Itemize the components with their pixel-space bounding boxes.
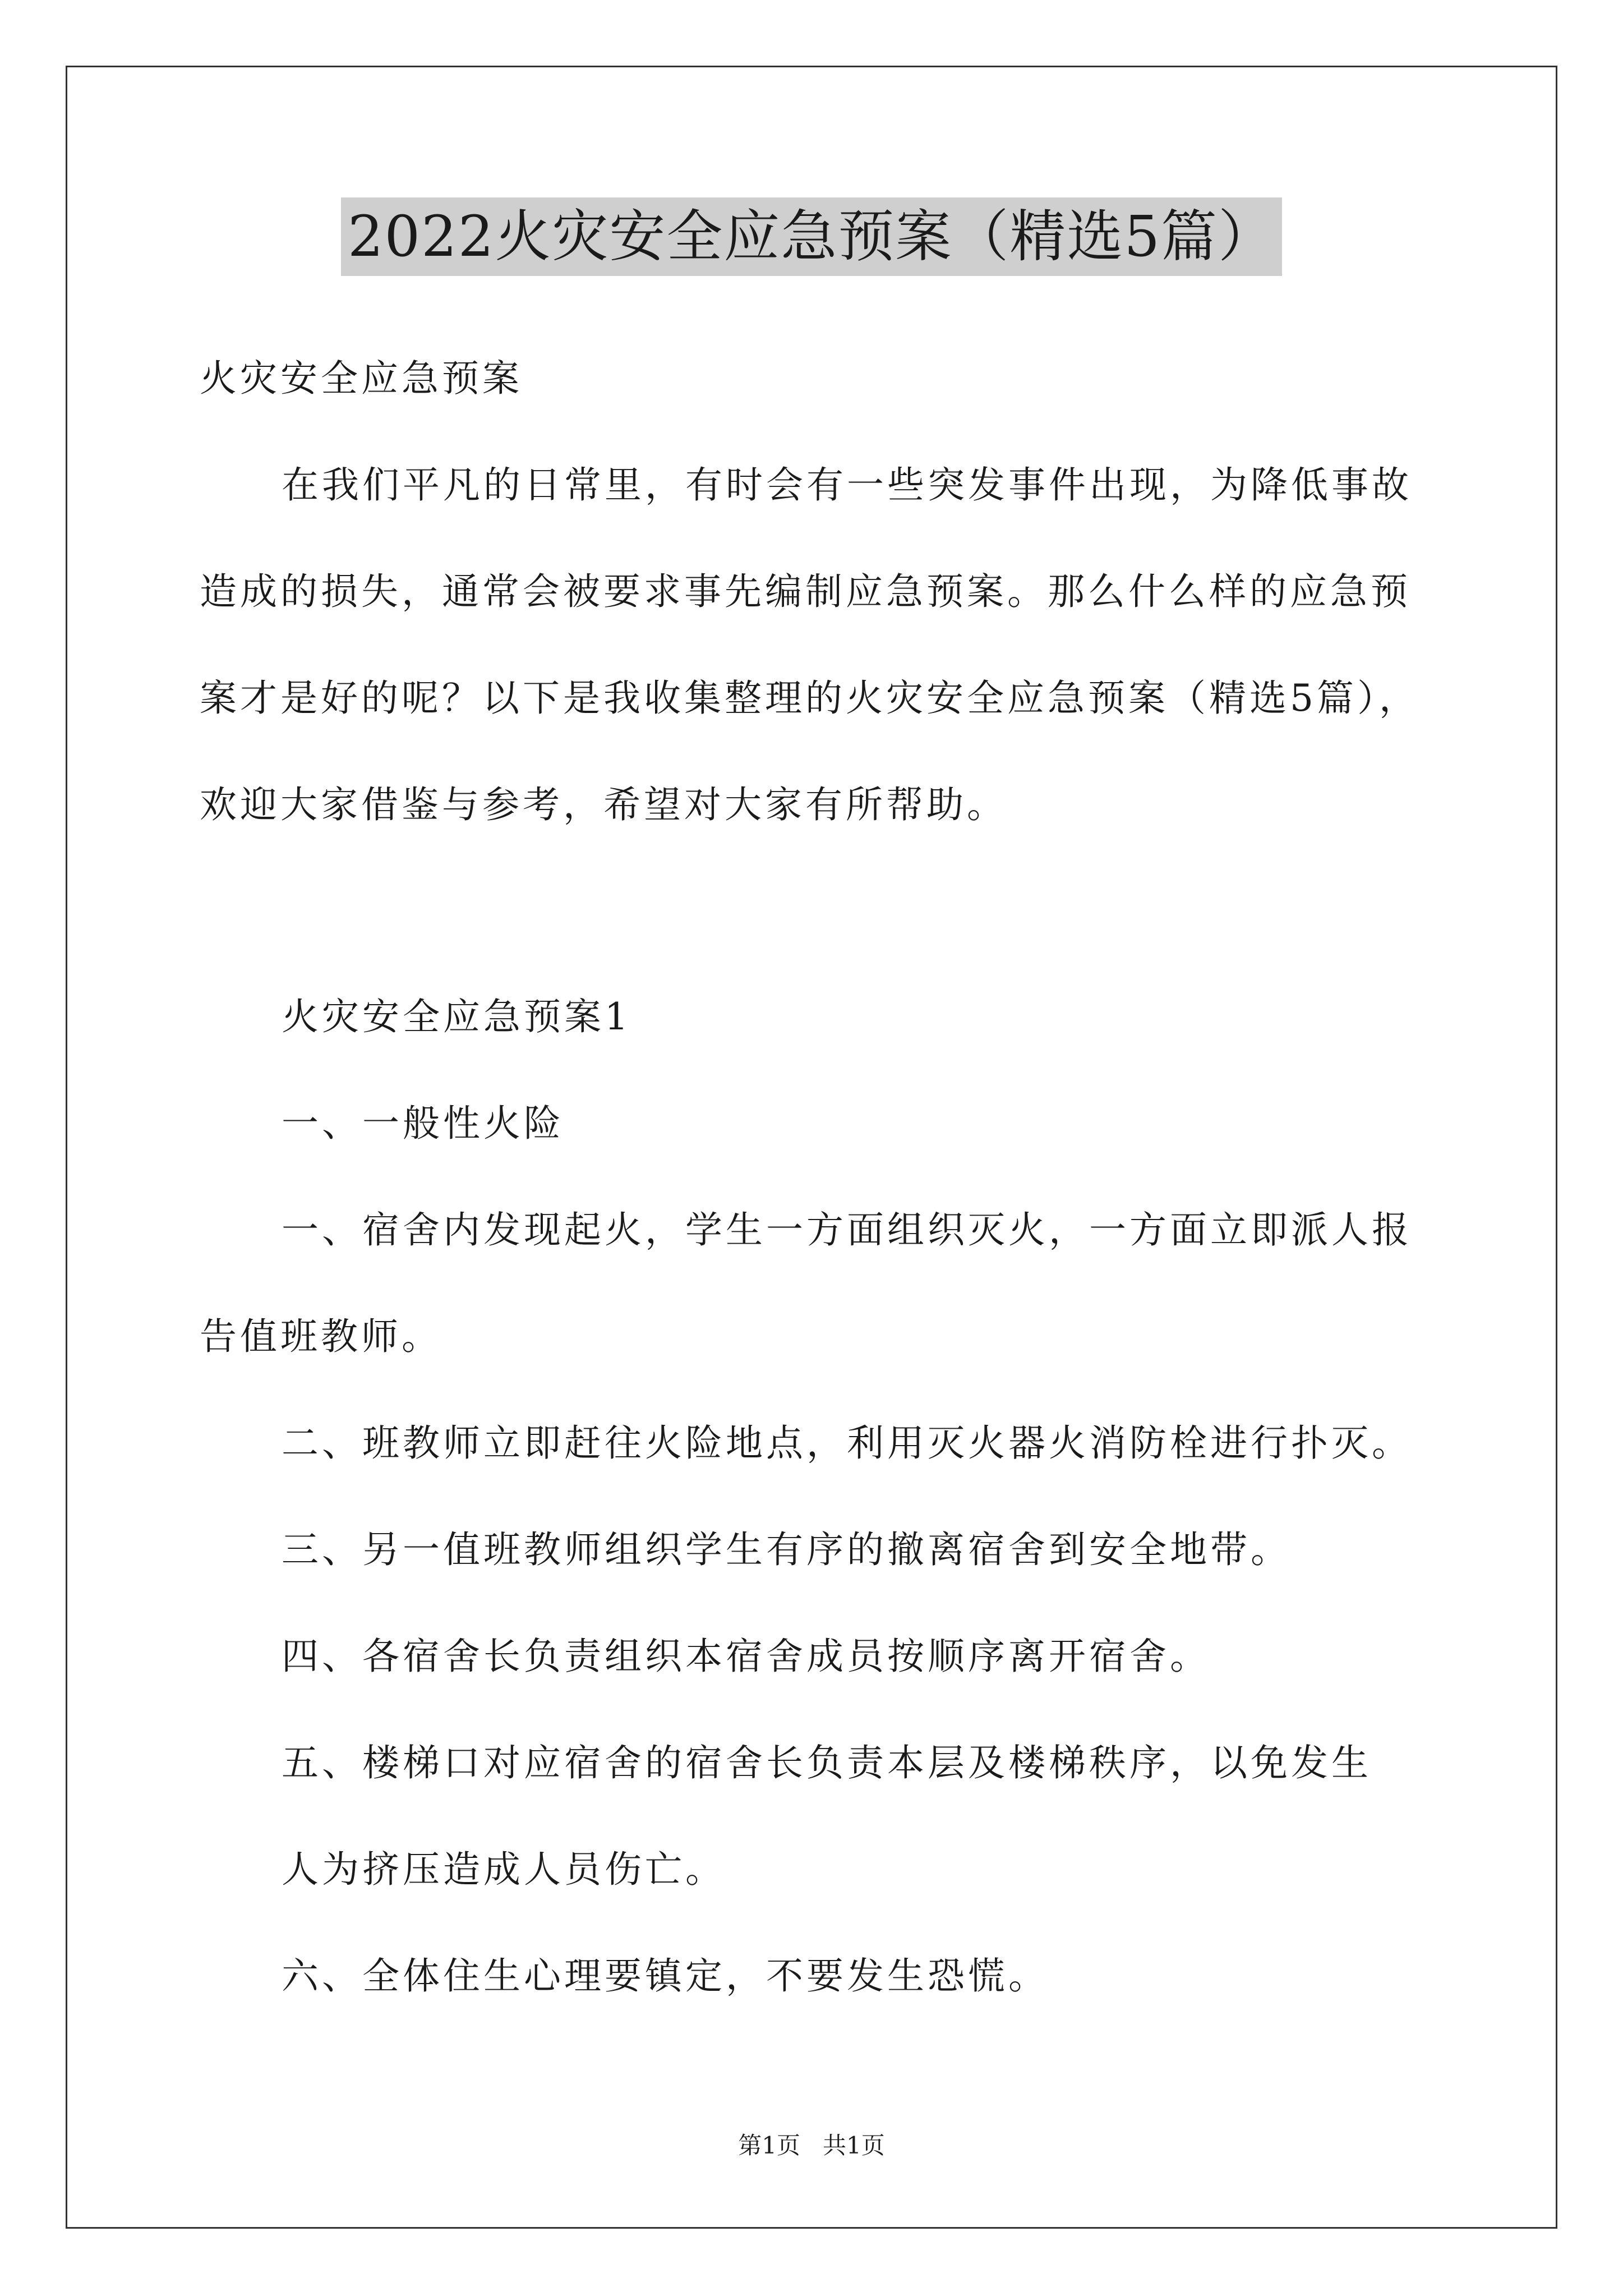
- body-line-1: 一、宿舍内发现起火，学生一方面组织灭火，一方面立即派人报: [282, 1208, 1412, 1251]
- body-line-8: 六、全体住生心理要镇定，不要发生恐慌。: [282, 1954, 1049, 1998]
- intro-line-3: 案才是好的呢？以下是我收集整理的火灾安全应急预案（精选5篇），: [200, 677, 1419, 720]
- intro-line-4: 欢迎大家借鉴与参考，希望对大家有所帮助。: [200, 783, 1007, 826]
- document-title: 2022火灾安全应急预案（精选5篇）: [341, 197, 1282, 276]
- body-line-5: 四、各宿舍长负责组织本宿舍成员按顺序离开宿舍。: [282, 1635, 1210, 1678]
- body-line-7: 人为挤压造成人员伤亡。: [282, 1848, 726, 1891]
- body-line-6: 五、楼梯口对应宿舍的宿舍长负责本层及楼梯秩序，以免发生: [282, 1741, 1372, 1784]
- document-subtitle: 火灾安全应急预案: [200, 357, 523, 400]
- intro-line-1: 在我们平凡的日常里，有时会有一些突发事件出现，为降低事故: [282, 463, 1412, 507]
- body-line-3: 二、班教师立即赶往火险地点，利用灭火器火消防栓进行扑灭。: [282, 1421, 1412, 1465]
- section-heading: 火灾安全应急预案1: [282, 995, 631, 1038]
- body-line-2: 告值班教师。: [200, 1315, 442, 1358]
- body-line-4: 三、另一值班教师组织学生有序的撤离宿舍到安全地带。: [282, 1528, 1291, 1571]
- intro-line-2: 造成的损失，通常会被要求事先编制应急预案。那么什么样的应急预: [200, 570, 1411, 613]
- title-container: [0, 197, 1623, 276]
- subsection-heading: 一、一般性火险: [282, 1102, 564, 1145]
- page-footer: 第1页 共1页: [738, 2132, 885, 2159]
